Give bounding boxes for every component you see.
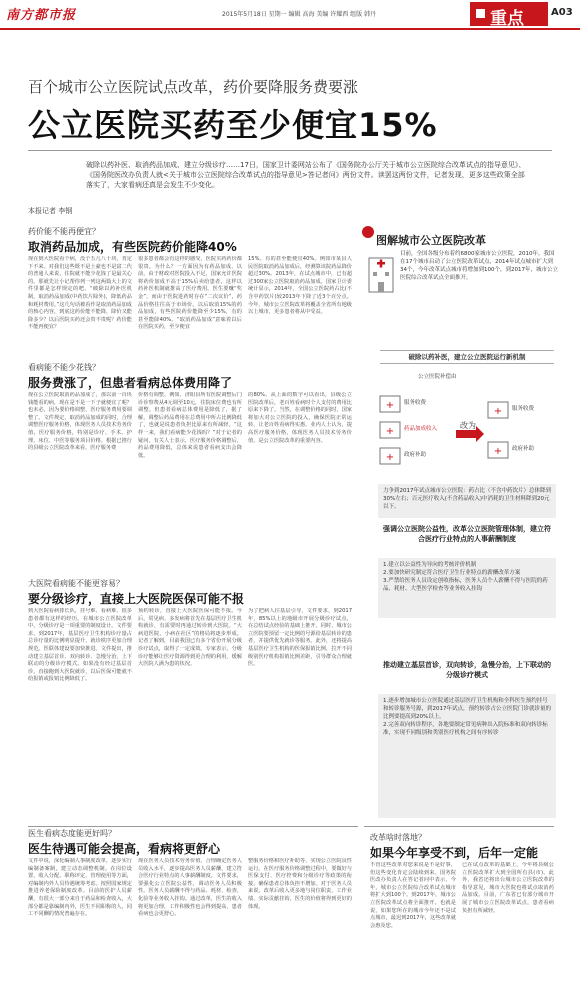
- body-column: 很多患者都会有这样的感受，医院买药药价都很贵。为什么？一方面因为有药品加成，以前，由于财政对医院投入不足，国家允许医院将药价加成不高于15%后卖给患者，这样以药补医机制就推高了医疗费用。医生要赚“奖金”，而由于医院进药时存在“二次议价”，药品价格往往高于市场价。以后取消15%的药品加成，有些医院药价能降至少15%，有的甚至能降40%。“取消药品加成”意味着以后在医院买药，至少便宜: [138, 256, 242, 331]
- infographic-title: 图解城市公立医院改革: [376, 234, 486, 247]
- newspaper-logo: 南方都市报: [6, 8, 77, 23]
- body-column: 不管这些改革对您来说是不是好事，但这些变化肯定会陆续到来。国务院医改办负责人在答记者问中表示，今年，城市公立医院综合改革试点城市将扩大到100个。到2017年，城市公立医院改革试点将全面推开。也就是说，如果您所在的城市今年还不是试点城市，最迟到2017年，这些改革就会惠及您。: [370, 862, 456, 929]
- section3-question: 大医院看病能不能更容易？: [28, 579, 124, 588]
- list-box-3: 1.逐步增加城市公立医院通过基层医疗卫生机构和全科医生预约挂号和转诊服务号源，到2017年试点，预约转诊占公立医院门诊就诊量的比例要提高到20%以上。 2.完善双向转诊程序，各地要制定常见病种出入院标准和双向转诊标准，实现不同级别和类别医疗机构之间有序转诊: [378, 694, 556, 818]
- dateline: 2015年5月18日 星期一 编辑 高海 美编 许耀西 组版 韩丹: [222, 11, 377, 18]
- body-column: 文件中说，深化编制人事制度改革，逐步实行编制备案制，建立动态调整机制。在岗位设置、收入分配、职称评定、管理使用等方面，对编制内外人员待遇统筹考虑。按照国家规定推进养老保险制度改革。目前的医护人员薪酬，有很大一部分来自于药品和检查收入，大部分都是靠编制内外，医生不同职称的人，同工不同酬的情况普遍存在。: [28, 858, 132, 918]
- square-icon: [476, 9, 485, 18]
- new-gov-subsidy: 政府补助: [512, 446, 535, 452]
- page-number: A03: [551, 7, 573, 18]
- old-service-fee: 服务收费: [404, 400, 427, 406]
- body-column: 现在医务人员技术劳务价值，合理确定医务人员收入水平，逐步提高医务人员薪酬，建立符合医疗行业特点的人事薪酬制度。文件要求，要强化公立医院公益性，调动医务人员积极性。医务人员薪酬不得与药品、耗材、检查、化验等业务收入挂钩。通过改革，医生的收入将更加合理，工作积极性也会得到提高，患者看病也会更舒心。: [138, 858, 242, 918]
- section5-title: 如果今年享受不到，后年一定能: [370, 846, 539, 860]
- divider: [28, 826, 358, 827]
- divider: [364, 826, 554, 827]
- divider: [28, 150, 552, 151]
- lead-paragraph: 破除以药补医、取消药品加成、建立分级诊疗……17日，国家卫计委网站公布了《国务院办公厅关于城市公立医院综合改革试点的指导意见》、《国务院医改办负责人就<关于城市公立医院综合改革试点的指导意见>答记者问》两份文件。读罢这两份文件，记者发现，更多这些政策全部落实了，大家看病还真是会发生不少变化。: [86, 161, 526, 189]
- old-drug-markup: 药品加成收入: [404, 426, 438, 432]
- goal-box: 力争到2017年试点城市公立医院：药占比（不含中药饮片）总体降到30%左右；百元医疗收入(不含药品收入)中消耗的卫生材料降到20元以下。: [378, 484, 556, 518]
- svg-text:+: +: [385, 452, 395, 463]
- infographic-heading-3: 推动建立基层首诊，双向转诊，急慢分治，上下联动的分级诊疗模式: [383, 661, 551, 679]
- body-column: 整服务价格和医疗补助等，实现公立医院良性运行。在医疗服务价格调整过程中，要做好与医保支付、医疗控费和分级诊疗等政策的衔接，确保患者总体负担不增加。对于医务人员来说，改革后收入更多地与岗位职责、工作业绩、实际贡献挂钩，医生的价值将得到更好的体现。: [248, 858, 352, 910]
- list-box-2: 1.建立以公益性为导向的考核评价机制 2.要加快研究制定符合医疗卫生行业特点的薪酬改革方案 3.严禁给医务人员设定创收指标，医务人员个人薪酬不得与医院的药品、耗材、大型医学检查等业务收入挂钩: [378, 558, 556, 618]
- byline: 本报记者 李钢: [28, 207, 73, 215]
- section-label: 重点: [490, 9, 524, 29]
- main-headline: 公立医院买药至少便宜15%: [28, 106, 438, 144]
- body-column: 价格有调整。例如，济阳县所有医院调整后门诊诊察费从4元调至10元，住院床位费也有所调整。但患者看病总体费用是降低了，据了解，调整后药品费用在总费用中所占比例降低了，也就是说患者负担比原来有所减轻。“这样一来，我们看病能少花钱吗？”对于记者的疑问，有关人士表示，医疗服务价格调整后，药品费用降低，总体来说患者看病支出会降低。: [138, 392, 242, 459]
- section3-title: 要分级诊疗，直接上大医院医保可能不报: [28, 592, 245, 606]
- section2-question: 看病能不能少花钱？: [28, 363, 100, 372]
- old-gov-subsidy: 政府补助: [404, 452, 427, 458]
- body-column: 现在到大医院看个病，没个五几八十块，肯定下不来。对我们这些既不是土豪也不是富二代的普通人来说，住院就不能少花钱了是最关心的。那就先让小记帮你列一列这两篇大上的文件里都是怎样规定的吧。“破除以药补医机制，取消药品加成(中药饮片除外)，降低药品和耗材费用。”这几句话被看作是取消药品加成的核心内容，到底这药价能不能降，降价又能降多少？以后医院买药还会贵不贵呢？药价能不能再便宜？: [28, 256, 132, 331]
- svg-text:+: +: [385, 426, 395, 437]
- infographic-heading-2: 强调公立医院公益性，改革公立医院管理体制，建立符合医疗行业特点的人事薪酬制度: [383, 525, 551, 543]
- body-column: 预约转诊，直接上大医院医保可能不报。今后，常见病、多发病将首先在基层医疗卫生机构就诊，有需要时再通过转诊到大医院。“大病进医院、小病在社区”的格局将逐步形成。记者了解到，目前我国已有多个省份开展分级诊疗试点，取得了一定成效。专家表示，分级诊疗能够让医疗资源得到更合理的利用，缓解大医院人满为患的状况。: [138, 608, 242, 668]
- kicker-title: 百个城市公立医院试点改革，药价要降服务费要涨: [28, 78, 359, 96]
- section1-title: 取消药品加成，有些医院药价能降40%: [28, 240, 237, 254]
- compensation-diagram: [376, 382, 556, 482]
- body-column: 现在公立医院取消药品加成了，那以前一百块钱能看的病，现在是不是一下子就便宜了呢？也未必，因为要价格调整，医疗服务费用要调整了。文件规定，取消药品加成的同时，合理调整医疗服务价格，体现医务人员技术劳务价值，医疗服务价格，特别是诊疗、手术、护理、床位、中医等服务项目价格。根据已推行的县级公立医院改革来看，医疗服务费: [28, 392, 132, 452]
- section1-question: 药价能不能再便宜？: [28, 227, 100, 236]
- change-label: 改为: [460, 421, 476, 430]
- svg-text:+: +: [493, 446, 503, 457]
- body-column: 15%。有的甚至能便宜40%。例如市某县人民医院取消药品加成后，经测算该院药品降价超过30%。2013年，在试点城市中，已有超过300家公立医院取消药品加成。国家卫计委统计显示，2014年，全国公立医院药占比(不含中药饮片)较2013年下降了近3个百分点。今年，城市公立医院改革将覆盖全省所有地级以上城市，更多患者将从中受益。: [248, 256, 352, 316]
- new-service-fee: 服务收费: [512, 406, 535, 412]
- svg-text:+: +: [385, 400, 395, 411]
- body-column: 已在试点改革的基础上，今年将县级公立医院改革扩大到全国所有县(市)。此外，我省还将出台城市公立医院改革的指导意见，城市大医院也将试点取消药品加成。目前，广东省已有部分城市开展了城市公立医院改革试点，患者看病负担有所减轻。: [462, 862, 554, 914]
- section4-title: 医生待遇可能会提高，看病将更舒心: [28, 842, 221, 856]
- infographic-intro: 目前，全国各级分布着约6800家城市公立医院，2010年，我国在17个城市启动了公立医院改革试点，2014年试点城市扩大到34个，今年改革试点城市将增加到100个，到2017年，城市公立医院综合改革试点全面推开。: [400, 251, 558, 281]
- section-bar: 破除以药补医，建立公立医院运行新机制: [380, 350, 554, 364]
- old-model-title: 公立医院补偿由: [418, 374, 457, 380]
- section4-question: 医生看病态度能更好吗？: [28, 829, 116, 838]
- svg-text:+: +: [493, 406, 503, 417]
- hospital-icon: [366, 250, 396, 294]
- section-tab: [470, 2, 548, 29]
- body-column: 到大医院看病排长队，挂号难、看病难，很多患者都有这样的经历。在城市公立医院改革中，分级诊疗是一项重要的制度设计。文件要求，到2017年，基层医疗卫生机构诊疗量占总诊疗量的比例明显提升，就诊秩序更加合理规范。医联体建设要加快推进。文件提出，推动建立基层首诊、双向转诊、急慢分治、上下联动的分级诊疗模式。如果没有经过基层首诊，直接跑到大医院就诊，以后医保可能就不给报销或报销比例降低了。: [28, 608, 132, 683]
- section2-title: 服务费涨了，但患者看病总体费用降了: [28, 376, 233, 390]
- bullet-icon: [362, 226, 374, 238]
- body-column: 为了把病人往基层引导，文件要求，到2017年，85%以上的地级市开展分级诊疗试点，在总结试点经验的基础上推开。同时，城市公立医院要预留一定比例的号源给基层转诊的患者，并提供优先就诊等服务。此外，还将提高基层医疗卫生机构的医保报销比例，拉开不同级别医疗机构报销比例差距，引导群众合理就医。: [248, 608, 352, 668]
- section5-question: 改革啥时落地？: [370, 833, 426, 842]
- body-column: 的80%。从上面的数字可以看出，县级公立医院改革后，老百姓看病时个人支付的费用比原来下降了。当然，在调整价格的同时，国家将加大对公立医院的投入，确保医院正常运转，让老百姓看病得实惠。业内人士认为，提高医疗服务价格，体现医务人员技术劳务价值，是公立医院改革的重要内容。: [248, 392, 352, 444]
